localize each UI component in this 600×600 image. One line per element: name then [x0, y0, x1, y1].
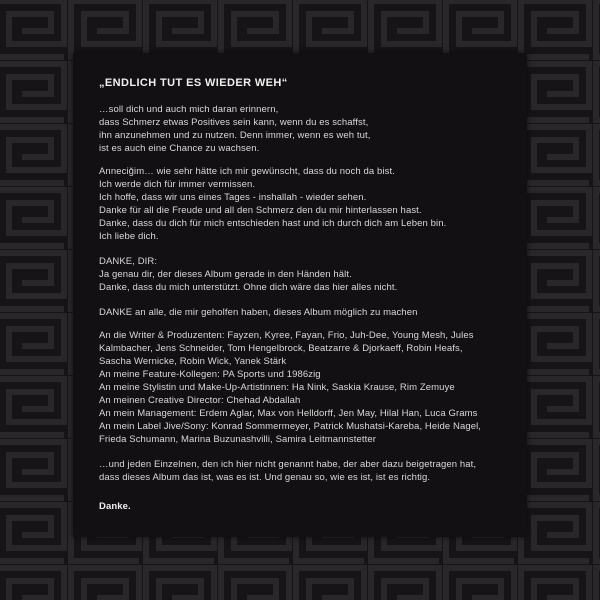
text-line: Ich hoffe, dass wir uns eines Tages - inshallah - wieder sehen.	[99, 192, 367, 203]
text-line: DANKE an alle, die mir geholfen haben, dieses Album möglich zu machen	[99, 307, 418, 318]
text-line: Ich werde dich für immer vermissen.	[99, 179, 256, 190]
credits-paragraph	[99, 329, 513, 446]
liner-notes-panel	[73, 53, 527, 537]
text-line: „ENDLICH TUT ES WIEDER WEH“	[99, 77, 288, 89]
text-line: …und jeden Einzelnen, den ich hier nicht genannt habe, der aber dazu beigetragen hat,	[99, 459, 477, 470]
text-line: An mein Label Jive/Sony: Konrad Sommermeyer, Patrick Mushatsi-Kareba, Heide Nagel,	[99, 421, 482, 432]
text-line: Sascha Wernicke, Robin Wick, Yanek Stärk	[99, 356, 287, 367]
text-line: ist es auch eine Chance zu wachsen.	[99, 143, 260, 154]
text-line: Danke, dass du mich unterstützt. Ohne dich wäre das hier alles nicht.	[99, 282, 398, 293]
text-line: dass dieses Album das ist, was es ist. Und genau so, wie es ist, ist es richtig.	[99, 472, 431, 483]
dedication-mother-paragraph	[99, 165, 513, 243]
text-line: An mein Management: Erdem Aglar, Max von Helldorff, Jen May, Hilal Han, Luca Grams	[99, 408, 478, 419]
text-line: Anneciğim… wie sehr hätte ich mir gewünscht, dass du noch da bist.	[99, 166, 395, 177]
liner-notes-text	[99, 53, 513, 513]
text-line: Kalmbacher, Jens Schneider, Tom Hengelbrock, Beatzarre & Djorkaeff, Robin Heafs,	[99, 343, 463, 354]
text-line: ihn anzunehmen und zu nutzen. Denn immer, wenn es weh tut,	[99, 130, 371, 141]
text-line: An meine Stylistin und Make-Up-Artistinnen: Ha Nink, Saskia Krause, Rim Zemuye	[99, 382, 455, 393]
closing-paragraph	[99, 458, 513, 484]
text-line: An die Writer & Produzenten: Fayzen, Kyree, Fayan, Frio, Juh-Dee, Young Mesh, Jules	[99, 330, 474, 341]
text-line: Ich liebe dich.	[99, 231, 159, 242]
page-title	[99, 77, 513, 90]
text-line: Danke, dass du dich für mich entschieden hast und ich durch dich am Leben bin.	[99, 218, 447, 229]
text-line: Ja genau dir, der dieses Album gerade in den Händen hält.	[99, 269, 352, 280]
text-line: dass Schmerz etwas Positives sein kann, wenn du es schaffst,	[99, 117, 369, 128]
text-line: Danke für all die Freude und all den Schmerz den du mir hinterlassen hast.	[99, 205, 422, 216]
text-line: An meine Feature-Kollegen: PA Sports und 1986zig	[99, 369, 321, 380]
text-line: Danke.	[99, 501, 131, 512]
danke-dir-paragraph	[99, 255, 513, 294]
danke-signoff	[99, 500, 513, 513]
text-line: Frieda Schumann, Marina Buzunashvilli, Samira Leitmannstetter	[99, 434, 376, 445]
text-line: An meinen Creative Director: Chehad Abdallah	[99, 395, 301, 406]
intro-paragraph	[99, 103, 513, 155]
text-line: DANKE, DIR:	[99, 256, 158, 267]
danke-an-alle-line	[99, 306, 513, 319]
text-line: …soll dich und auch mich daran erinnern,	[99, 104, 279, 115]
